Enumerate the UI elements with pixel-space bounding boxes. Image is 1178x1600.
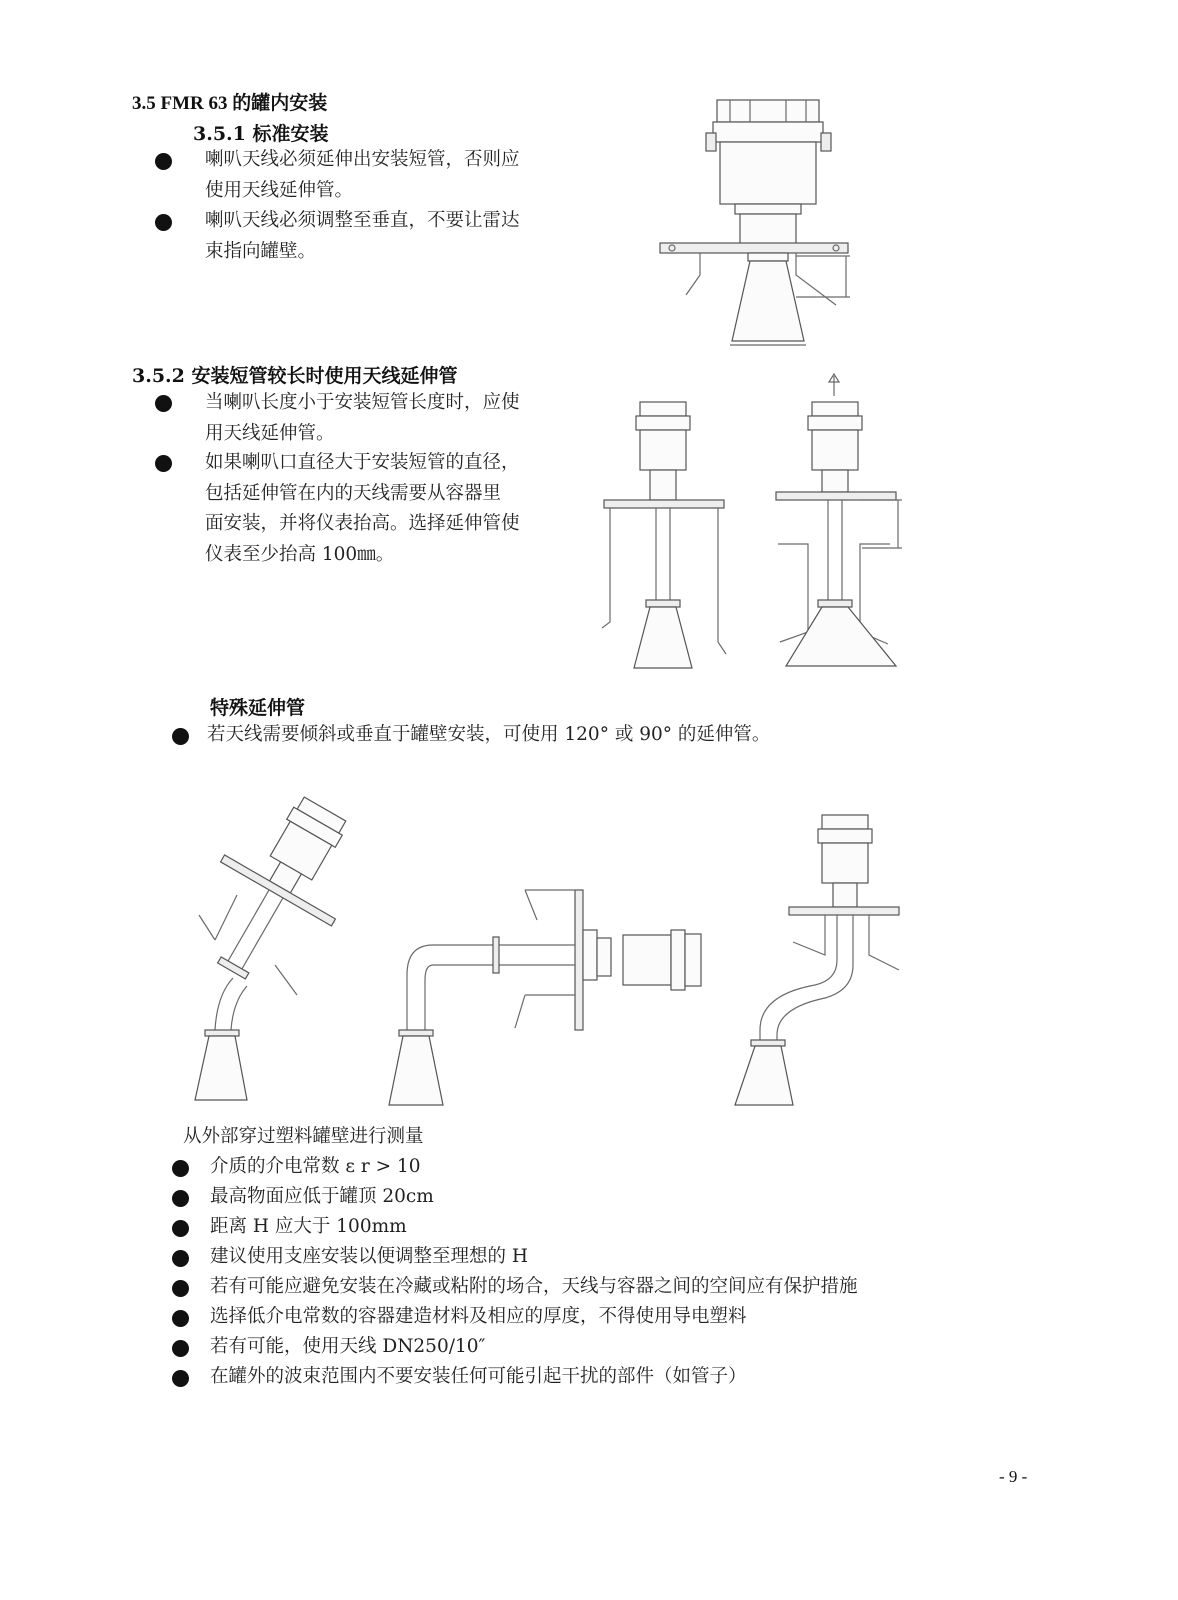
bullet-icon — [155, 214, 172, 231]
bullet-icon — [155, 153, 172, 170]
section-title: 3.5 FMR 63 的罐内安装 — [132, 93, 328, 114]
bullet-icon — [172, 1220, 189, 1237]
bullet-icon — [172, 1160, 189, 1177]
bullet-icon — [172, 1340, 189, 1357]
bullet-text: 喇叭天线必须延伸出安装短管，否则应 使用天线延伸管。 — [205, 149, 520, 201]
bullet-icon — [172, 1370, 189, 1387]
bullet-icon — [172, 1310, 189, 1327]
bullet-icon — [172, 1250, 189, 1267]
bullet-text: 如果喇叭口直径大于安装短管的直径， 包括延伸管在内的天线需要从容器里 面安装，并将仪表抬高。选择延伸管使 仪表至少抬高 100㎜。 — [205, 452, 520, 565]
bullet-text: 建议使用支座安装以便调整至理想的 H — [210, 1246, 529, 1267]
bullet-text: 介质的介电常数 ε r > 10 — [210, 1156, 421, 1177]
special-extension-title: 特殊延伸管 — [210, 697, 306, 719]
bullet-text: 喇叭天线必须调整至垂直，不要让雷达 束指向罐壁。 — [205, 210, 520, 262]
standard-installation-figure — [650, 95, 890, 355]
bullet-icon — [172, 1190, 189, 1207]
subsection-title-standard: 3.5.1 标准安装 — [193, 123, 329, 145]
page-number: - 9 - — [999, 1467, 1028, 1486]
bullet-text: 若天线需要倾斜或垂直于罐壁安装，可使用 120° 或 90° 的延伸管。 — [207, 724, 771, 745]
subsection-title-extension: 3.5.2 安装短管较长时使用天线延伸管 — [132, 365, 458, 387]
bullet-icon — [172, 1280, 189, 1297]
plastic-tank-title: 从外部穿过塑料罐壁进行测量 — [183, 1126, 424, 1147]
bullet-text: 距离 H 应大于 100mm — [210, 1216, 407, 1237]
bullet-icon — [155, 455, 172, 472]
bullet-text: 最高物面应低于罐顶 20cm — [210, 1186, 434, 1207]
bullet-text: 若有可能，使用天线 DN250/10″ — [210, 1336, 486, 1357]
bullet-text: 选择低介电常数的容器建造材料及相应的厚度，不得使用导电塑料 — [210, 1306, 747, 1327]
bullet-text: 若有可能应避免安装在冷藏或粘附的场合，天线与容器之间的空间应有保护措施 — [210, 1276, 858, 1297]
special-extension-figure — [185, 790, 925, 1120]
bullet-icon — [172, 728, 189, 745]
bullet-icon — [155, 395, 172, 412]
extension-tube-figure — [600, 372, 920, 672]
bullet-text: 当喇叭长度小于安装短管长度时，应使 用天线延伸管。 — [205, 392, 520, 444]
bullet-text: 在罐外的波束范围内不要安装任何可能引起干扰的部件（如管子） — [210, 1366, 747, 1387]
